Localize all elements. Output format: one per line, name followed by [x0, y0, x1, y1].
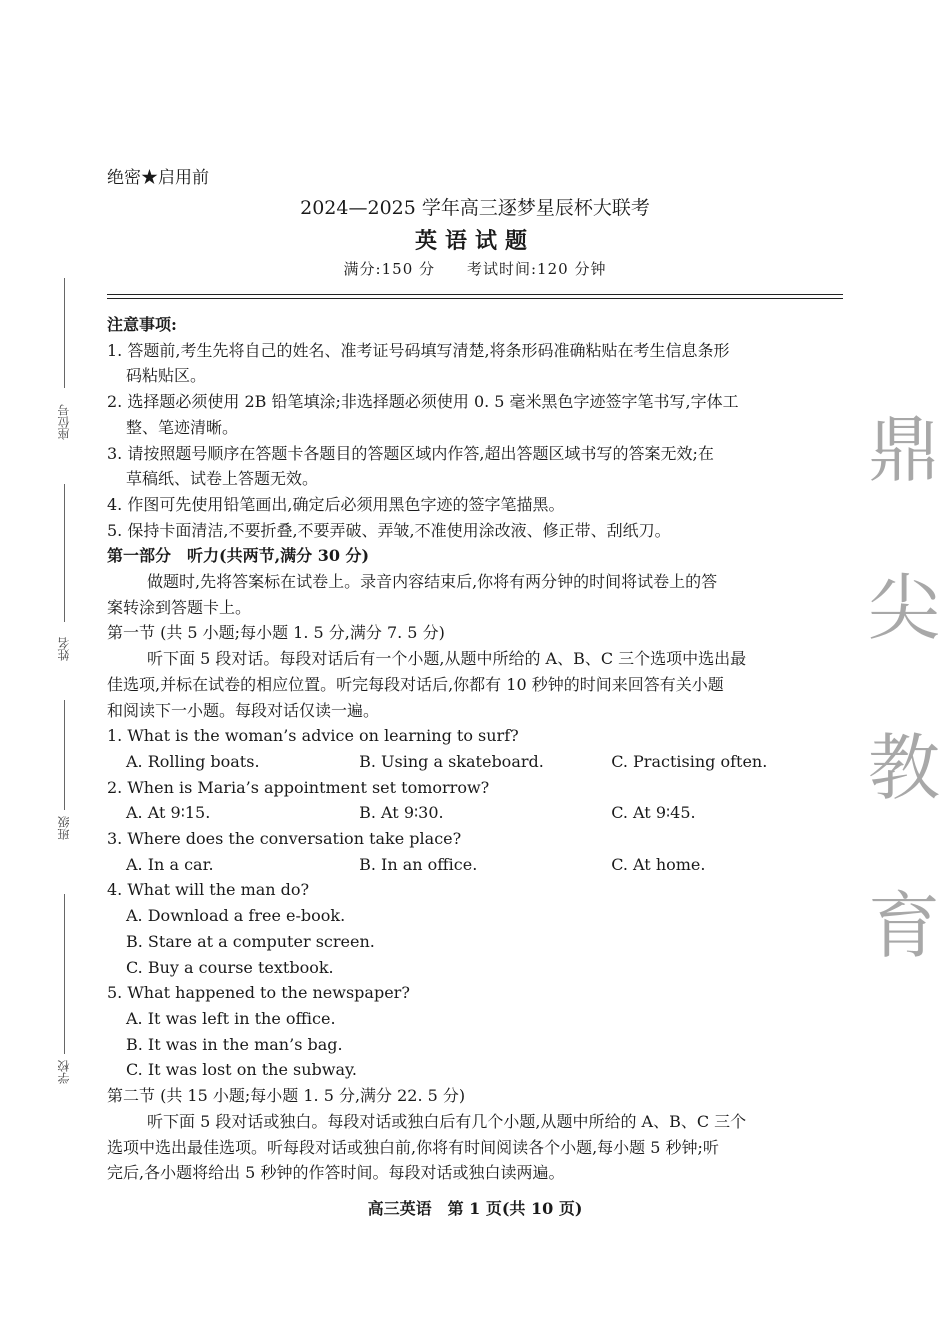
page-footer: 高三英语 第 1 页(共 10 页): [367, 1199, 583, 1218]
option-a: A. Rolling boats.: [126, 751, 260, 771]
seat-number-label: 座位号: [57, 404, 71, 440]
option-b: B. In an office.: [359, 854, 478, 874]
note-line: 草稿纸、试卷上答题无效。: [126, 469, 319, 489]
school-label: 学校: [57, 1060, 71, 1084]
header-divider: [107, 294, 843, 295]
notes-title: 注意事项:: [107, 315, 177, 334]
section1-title: 第一节 (共 5 小题;每小题 1. 5 分,满分 7. 5 分): [107, 623, 445, 643]
option-c: C. It was lost on the subway.: [126, 1060, 357, 1080]
confidential-label: 绝密★启用前: [107, 168, 209, 188]
score-time-line: 满分:150 分 考试时间:120 分钟: [343, 260, 607, 278]
option-c: C. Buy a course textbook.: [126, 957, 334, 977]
binding-line: [64, 484, 65, 622]
subject-title: 英语试题: [414, 228, 535, 254]
watermark-char: 鼎: [868, 408, 941, 492]
note-line: 5. 保持卡面清洁,不要折叠,不要弄破、弄皱,不准使用涂改液、修正带、刮纸刀。: [107, 520, 671, 540]
option-b: B. Using a skateboard.: [359, 751, 544, 771]
question-5-stem: 5. What happened to the newspaper?: [107, 983, 410, 1003]
note-line: 4. 作图可先使用铅笔画出,确定后必须用黑色字迹的签字笔描黑。: [107, 494, 565, 514]
note-line: 整、笔迹清晰。: [126, 417, 239, 437]
section1-intro-line: 听下面 5 段对话。每段对话后有一个小题,从题中所给的 A、B、C 三个选项中选出最: [147, 649, 747, 669]
section2-intro-line: 听下面 5 段对话或独白。每段对话或独白后有几个小题,从题中所给的 A、B、C 三个: [147, 1111, 747, 1131]
part1-title: 第一部分 听力(共两节,满分 30 分): [107, 546, 370, 566]
option-a: A. Download a free e-book.: [126, 906, 346, 926]
question-3-options: [107, 852, 843, 878]
name-label: 姓名: [57, 637, 71, 661]
note-line: 1. 答题前,考生先将自己的姓名、准考证号码填写清楚,将条形码准确粘贴在考生信息条形: [107, 340, 730, 360]
part1-intro-line: 做题时,先将答案标在试卷上。录音内容结束后,你将有两分钟的时间将试卷上的答: [147, 572, 718, 592]
option-a: A. In a car.: [126, 854, 214, 874]
note-line: 2. 选择题必须使用 2B 铅笔填涂;非选择题必须使用 0. 5 毫米黑色字迹签字笔书写,字体工: [107, 392, 739, 412]
question-4-stem: 4. What will the man do?: [107, 880, 310, 900]
question-1-options: [107, 749, 843, 775]
watermark-char: 教: [868, 726, 941, 810]
question-1-stem: 1. What is the woman’s advice on learning to surf?: [107, 726, 519, 746]
option-b: B. Stare at a computer screen.: [126, 931, 375, 951]
header-divider-thin: [107, 298, 843, 299]
class-label: 班级: [57, 816, 71, 840]
page-body: [107, 312, 843, 1186]
option-c: C. At home.: [611, 854, 706, 874]
note-line: 3. 请按照题号顺序在答题卡各题目的答题区域内作答,超出答题区域书写的答案无效;在: [107, 443, 714, 463]
option-c: C. Practising often.: [611, 751, 768, 771]
section2-intro-line: 完后,各小题将给出 5 秒钟的作答时间。每段对话或独白读两遍。: [107, 1163, 565, 1183]
watermark-char: 育: [868, 884, 941, 968]
section2-intro-line: 选项中选出最佳选项。听每段对话或独白前,你将有时间阅读各个小题,每小题 5 秒钟;听: [107, 1137, 719, 1157]
watermark-char: 尖: [868, 566, 941, 650]
binding-line: [64, 278, 65, 388]
exam-title: 2024—2025 学年高三逐梦星辰杯大联考: [300, 197, 650, 219]
section1-intro-line: 和阅读下一小题。每段对话仅读一遍。: [107, 700, 380, 720]
option-a: A. It was left in the office.: [126, 1008, 336, 1028]
question-3-stem: 3. Where does the conversation take place?: [107, 829, 462, 849]
section1-intro-line: 佳选项,并标在试卷的相应位置。听完每段对话后,你都有 10 秒钟的时间来回答有关小题: [107, 674, 724, 694]
question-2-stem: 2. When is Maria’s appointment set tomorrow?: [107, 777, 490, 797]
option-b: B. It was in the man’s bag.: [126, 1034, 343, 1054]
section2-title: 第二节 (共 15 小题;每小题 1. 5 分,满分 22. 5 分): [107, 1086, 466, 1106]
option-c: C. At 9∶45.: [611, 803, 696, 823]
option-a: A. At 9∶15.: [126, 803, 211, 823]
note-line: 码粘贴区。: [126, 366, 207, 386]
question-2-options: [107, 800, 843, 826]
part1-intro-line: 案转涂到答题卡上。: [107, 597, 252, 617]
binding-line: [64, 894, 65, 1054]
option-b: B. At 9∶30.: [359, 803, 444, 823]
binding-line: [64, 700, 65, 810]
